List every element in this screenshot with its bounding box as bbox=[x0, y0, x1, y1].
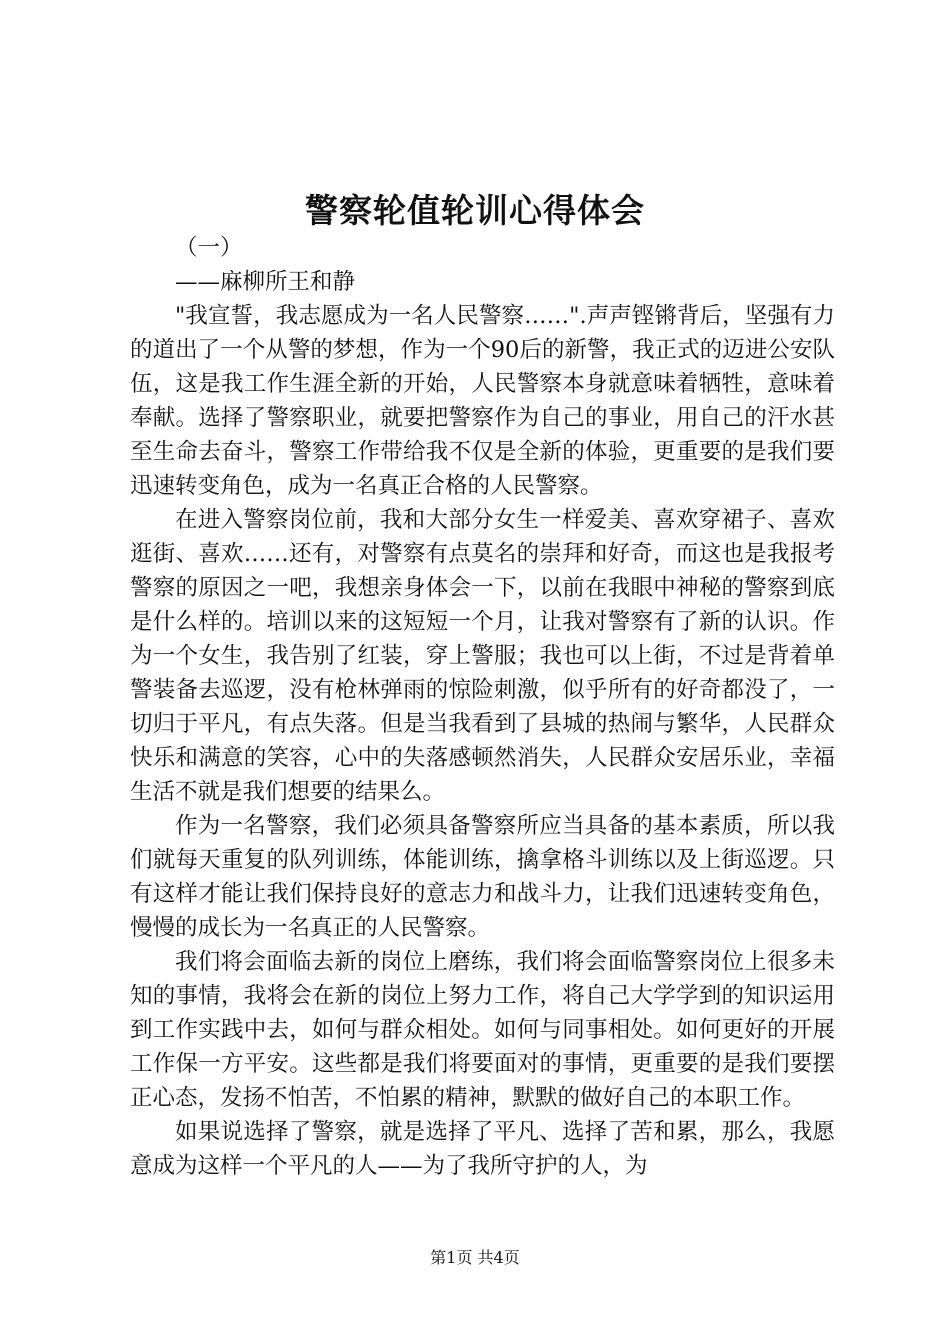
paragraph: 如果说选择了警察，就是选择了平凡、选择了苦和累，那么，我愿意成为这样一个平凡的人——为了我所守护的人，为 bbox=[130, 1119, 835, 1179]
paragraph: 作为一名警察，我们必须具备警察所应当具备的基本素质，所以我们就每天重复的队列训练，体能训练，擒拿格斗训练以及上街巡逻。只有这样才能让我们保持良好的意志力和战斗力，让我们迅速转变角色，慢慢的成长为一名真正的人民警察。 bbox=[130, 813, 835, 941]
section-label: （一） bbox=[175, 235, 243, 261]
document-title: 警察轮值轮训心得体会 bbox=[305, 191, 645, 230]
paragraph: 在进入警察岗位前，我和大部分女生一样爱美、喜欢穿裙子、喜欢逛街、喜欢……还有，对警察有点莫名的崇拜和好奇，而这也是我报考警察的原因之一吧，我想亲身体会一下，以前在我眼中神秘的警察到底是什么样的。培训以来的这短短一个月，让我对警察有了新的认识。作为一个女生，我告别了红装，穿上警服；我也可以上街，不过是背着单警装备去巡逻，没有枪林弹雨的惊险刺激，似乎所有的好奇都没了，一切归于平凡，有点失落。但是当我看到了县城的热闹与繁华，人民群众快乐和满意的笑容，心中的失落感顿然消失，人民群众安居乐业，幸福生活不就是我们想要的结果么。 bbox=[130, 507, 835, 805]
paragraph: "我宣誓，我志愿成为一名人民警察……".声声铿锵背后，坚强有力的道出了一个从警的梦想，作为一个90后的新警，我正式的迈进公安队伍，这是我工作生涯全新的开始，人民警察本身就意味着牺牲，意味着奉献。选择了警察职业，就要把警察作为自己的事业，用自己的汗水甚至生命去奋斗，警察工作带给我不仅是全新的体验，更重要的是我们要迅速转变角色，成为一名真正合格的人民警察。 bbox=[130, 303, 835, 499]
author-line: ——麻柳所王和静 bbox=[175, 269, 356, 295]
page-indicator: 第1页 共4页 bbox=[430, 1248, 520, 1267]
paragraph: 我们将会面临去新的岗位上磨练，我们将会面临警察岗位上很多未知的事情，我将会在新的岗位上努力工作，将自己大学学到的知识运用到工作实践中去，如何与群众相处。如何与同事相处。如何更好的开展工作保一方平安。这些都是我们将要面对的事情，更重要的是我们要摆正心态，发扬不怕苦，不怕累的精神，默默的做好自己的本职工作。 bbox=[130, 949, 835, 1111]
document-body bbox=[130, 231, 835, 1183]
